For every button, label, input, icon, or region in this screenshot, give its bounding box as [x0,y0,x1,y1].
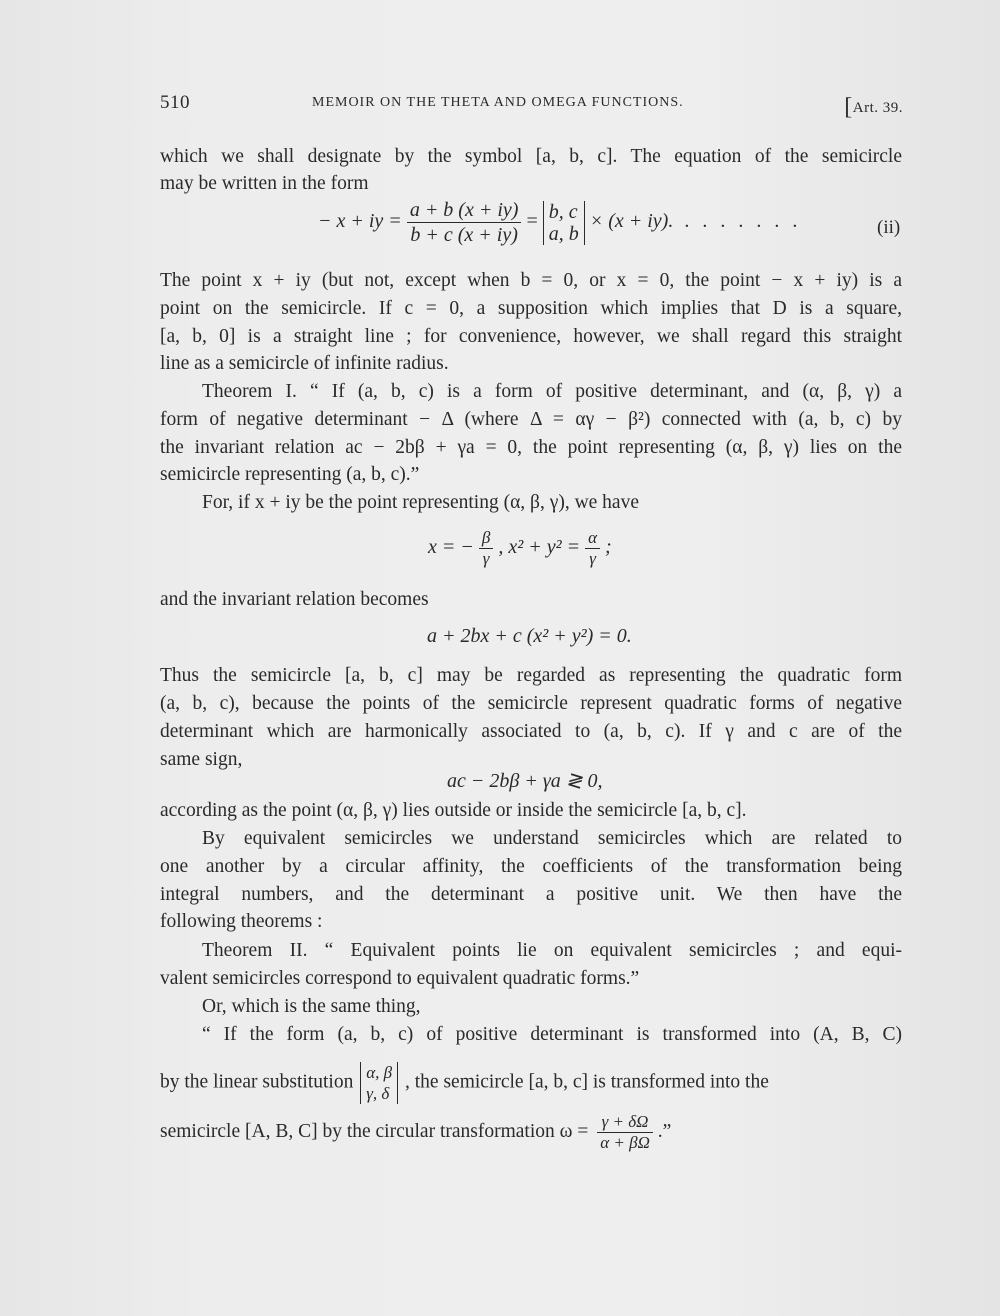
closing-quote: .” [657,1120,672,1142]
text-line-5: [a, b, 0] is a straight line ; for convenience, however, we shall regard this straight [160,326,902,347]
eq-end: ; [605,536,612,559]
text-line-1: which we shall designate by the symbol [a, b, c]. The equation of the semicircle [160,146,902,167]
eq-ii-numerator: a + b (x + iy) [407,198,522,223]
equation-invariant-relation: a + 2bx + c (x² + y²) = 0. [427,625,632,647]
eq-ii-equals: = [526,210,538,233]
theorem-i-line-3: the invariant relation ac − 2bβ + γa = 0, the point representing (α, β, γ) lies on the [160,437,902,458]
text-line-27 [160,1112,902,1153]
fraction-numerator: β [479,528,493,549]
text-line-3: The point x + iy (but not, except when b = 0, or x = 0, the point − x + iy) is a [160,270,902,291]
text-line-2: may be written in the form [160,173,369,194]
text-line-21: following theorems : [160,911,323,932]
omega-denominator: α + βΩ [600,1133,650,1152]
fraction-denominator: γ [589,549,596,568]
eq-ii-determinant [543,201,585,245]
theorem-ii-line-2: valent semicircles correspond to equivalent quadratic forms.” [160,968,640,989]
theorem-i-line-4: semicircle representing (a, b, c).” [160,464,420,485]
eq-ii-lhs: − x + iy = [318,210,402,233]
leader-dots: . . . . . . . [684,210,802,233]
text-line-25: “ If the form (a, b, c) of positive determinant is transformed into (A, B, C) [202,1024,902,1045]
eq-middle: , x² + y² = [498,536,581,559]
fraction-beta-gamma [479,528,493,569]
equation-number: (ii) [877,217,901,238]
text-line-12: and the invariant relation becomes [160,589,429,610]
text-line-20: integral numbers, and the determinant a positive unit. We then have the [160,884,902,905]
text-line-16: same sign, [160,749,243,770]
text-line-4: point on the semicircle. If c = 0, a supposition which implies that D is a square, [160,298,902,319]
running-title: MEMOIR ON THE THETA AND OMEGA FUNCTIONS. [312,95,684,110]
eq-x-lhs: x = − [428,536,474,559]
running-header [160,92,905,122]
equation-ii [318,198,801,247]
text-line-11: For, if x + iy be the point representing (α, β, γ), we have [202,492,639,513]
eq-ii-rhs: × (x + iy). [589,210,674,233]
fraction-numerator: α [585,528,600,549]
text-line-24: Or, which is the same thing, [202,996,421,1017]
text-line-15: determinant which are harmonically associated to (a, b, c). If γ and c are of the [160,721,902,742]
omega-fraction [597,1112,653,1153]
fraction-alpha-gamma [585,528,600,569]
substitution-tail: , the semicircle [a, b, c] is transformed into the [405,1071,769,1093]
det-top-row: b, c [548,200,578,223]
eq-ii-denominator: b + c (x + iy) [410,224,518,246]
text-line-14: (a, b, c), because the points of the semicircle represent quadratic forms of negative [160,693,902,714]
substitution-lead: by the linear substitution [160,1071,354,1093]
theorem-i-line-1: Theorem I. “ If (a, b, c) is a form of positive determinant, and (α, β, γ) a [202,381,902,402]
page-number: 510 [160,92,190,113]
omega-numerator: γ + δΩ [597,1112,653,1133]
equation-point-coordinates [428,528,612,569]
subst-bottom-row: γ, δ [366,1084,390,1103]
theorem-i-line-2: form of negative determinant − Δ (where Δ = αγ − β²) connected with (a, b, c) by [160,409,902,430]
substitution-determinant [360,1062,398,1104]
text-line-17: according as the point (α, β, γ) lies outside or inside the semicircle [a, b, c]. [160,800,747,821]
equation-inequality: ac − 2bβ + γa ≷ 0, [447,770,603,792]
text-line-19: one another by a circular affinity, the coefficients of the transformation being [160,856,902,877]
det-bottom-row: a, b [548,222,579,245]
eq-ii-fraction [407,198,522,247]
theorem-ii-line-1: Theorem II. “ Equivalent points lie on equivalent semicircles ; and equi- [202,940,902,961]
article-number: [Art. 39. [844,94,903,120]
text-line-18: By equivalent semicircles we understand semicircles which are related to [202,828,902,849]
text-line-13: Thus the semicircle [a, b, c] may be regarded as representing the quadratic form [160,665,902,686]
subst-top-row: α, β [366,1063,393,1082]
text-line-26 [160,1062,902,1104]
article-label: Art. 39. [852,100,903,116]
transformation-lead: semicircle [A, B, C] by the circular transformation ω = [160,1120,589,1142]
fraction-denominator: γ [482,549,490,568]
text-line-6: line as a semicircle of infinite radius. [160,353,449,374]
